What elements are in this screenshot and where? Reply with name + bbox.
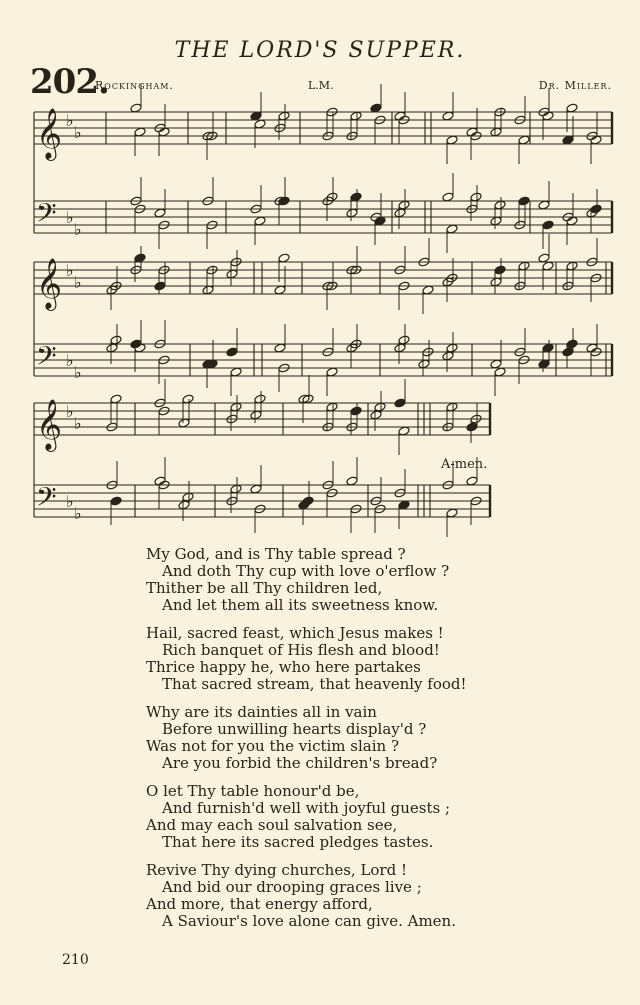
notehead [442,111,454,121]
verse-line: Thrice happy he, who here partakes [146,658,421,676]
notehead [446,135,458,145]
flat-icon: ♭ [74,220,82,239]
notehead [346,476,358,486]
notehead [278,253,290,263]
flat-icon: ♭ [66,402,74,421]
verse [146,704,467,772]
notehead [274,343,286,353]
notehead [254,394,266,404]
notehead [398,500,410,510]
notehead [566,103,578,113]
notehead [562,135,574,145]
notehead [274,285,286,295]
verse-line: Before unwilling hearts display'd ? [162,720,427,738]
notehead [230,367,242,377]
notehead [134,253,146,263]
notehead [230,402,242,412]
notehead [326,402,338,412]
notehead [538,359,550,369]
notehead [394,208,406,218]
notehead [398,335,410,345]
verse-line: And bid our drooping graces live ; [162,878,422,896]
notehead [538,200,550,210]
flat-icon: ♭ [74,123,82,142]
treble-clef-icon: 𝄞 [36,108,63,159]
page-title: THE LORD'S SUPPER. [174,38,466,63]
flat-icon: ♭ [66,111,74,130]
notehead [394,343,406,353]
notehead [518,261,530,271]
notehead [130,103,142,113]
notehead [466,422,478,432]
notehead [518,135,530,145]
notehead [250,410,262,420]
notehead [394,398,406,408]
flat-icon: ♭ [74,414,82,433]
notehead [326,367,338,377]
notehead [374,216,386,226]
notehead [566,261,578,271]
notehead [374,402,386,412]
bass-clef-icon: 𝄢 [36,340,57,378]
notehead [446,343,458,353]
verse-line: Are you forbid the children's bread? [162,754,438,772]
notehead [542,343,554,353]
flat-icon: ♭ [66,492,74,511]
notehead [350,111,362,121]
notehead [346,208,358,218]
notehead [254,216,266,226]
verse-line: A Saviour's love alone can give. Amen. [162,912,456,930]
notehead [490,277,502,287]
notehead [110,496,122,506]
notehead [490,216,502,226]
notehead [254,119,266,129]
verse-line: And more, that energy afford, [146,895,373,913]
verse-line: O let Thy table honour'd be, [146,782,360,800]
notehead [442,351,454,361]
notehead [202,285,214,295]
verse-line: Was not for you the victim slain ? [146,737,399,755]
notehead [154,208,166,218]
verse-line: And doth Thy cup with love o'erflow ? [162,562,450,580]
notehead [562,347,574,357]
notehead [490,359,502,369]
notehead [470,192,482,202]
treble-clef-icon: 𝄞 [36,399,63,450]
bass-clef-icon: 𝄢 [36,197,57,235]
notehead [250,484,262,494]
notehead [110,394,122,404]
verse [146,625,467,693]
notehead [302,496,314,506]
notes [106,84,602,537]
notehead [446,224,458,234]
clefs [36,108,82,523]
flat-icon: ♭ [66,261,74,280]
page-number: 210 [62,952,89,968]
barlines [34,112,612,517]
verse-line: My God, and is Thy table spread ? [146,545,406,563]
notehead [494,265,506,275]
notehead [418,359,430,369]
notehead [422,285,434,295]
verse-line: Rich banquet of His flesh and blood! [162,641,440,659]
flat-icon: ♭ [74,504,82,523]
notehead [182,492,194,502]
notehead [538,253,550,263]
verse-line: Thither be all Thy children led, [146,579,383,597]
flat-icon: ♭ [74,363,82,382]
verse [146,783,467,851]
notehead [370,103,382,113]
notehead [398,426,410,436]
notehead [370,410,382,420]
verse-line: Hail, sacred feast, which Jesus makes ! [146,624,444,642]
verse-line: Why are its dainties all in vain [146,703,377,721]
notehead [250,111,262,121]
notehead [442,192,454,202]
notehead [106,343,118,353]
notehead [154,281,166,291]
staff-lines [34,112,612,517]
notehead [590,204,602,214]
verse [146,862,467,930]
notehead [134,127,146,137]
notehead [494,367,506,377]
notehead [350,192,362,202]
notehead [350,406,362,416]
notehead [182,394,194,404]
verse [146,546,467,614]
notehead [398,200,410,210]
amen-label: A-men. [441,457,488,472]
notehead [226,347,238,357]
notehead [110,335,122,345]
verse-line: And furnish'd well with joyful guests ; [162,799,451,817]
meter: L.M. [308,79,334,92]
verse-line: That here its sacred pledges tastes. [162,833,434,851]
notehead [542,220,554,230]
verse-line: And let them all its sweetness know. [162,596,439,614]
notehead [466,476,478,486]
notehead [446,402,458,412]
notehead [178,500,190,510]
tune-name: Rockingham. [95,79,174,92]
notehead [230,484,242,494]
bass-clef-icon: 𝄢 [36,481,57,519]
notehead [446,508,458,518]
notehead [490,127,502,137]
notehead [518,196,530,206]
notehead [226,269,238,279]
composer: Dr. Miller. [538,79,612,92]
notehead [278,111,290,121]
hymn-text [146,546,467,941]
notehead [566,339,578,349]
hymn-number: 202. [30,62,109,102]
flat-icon: ♭ [66,208,74,227]
notehead [178,418,190,428]
notehead [542,261,554,271]
verse-line: Revive Thy dying churches, Lord ! [146,861,407,879]
flat-icon: ♭ [66,351,74,370]
notehead [494,200,506,210]
verse-line: And may each soul salvation see, [146,816,398,834]
verse-line: That sacred stream, that heavenly food! [162,675,467,693]
treble-clef-icon: 𝄞 [36,258,63,309]
flat-icon: ♭ [74,273,82,292]
